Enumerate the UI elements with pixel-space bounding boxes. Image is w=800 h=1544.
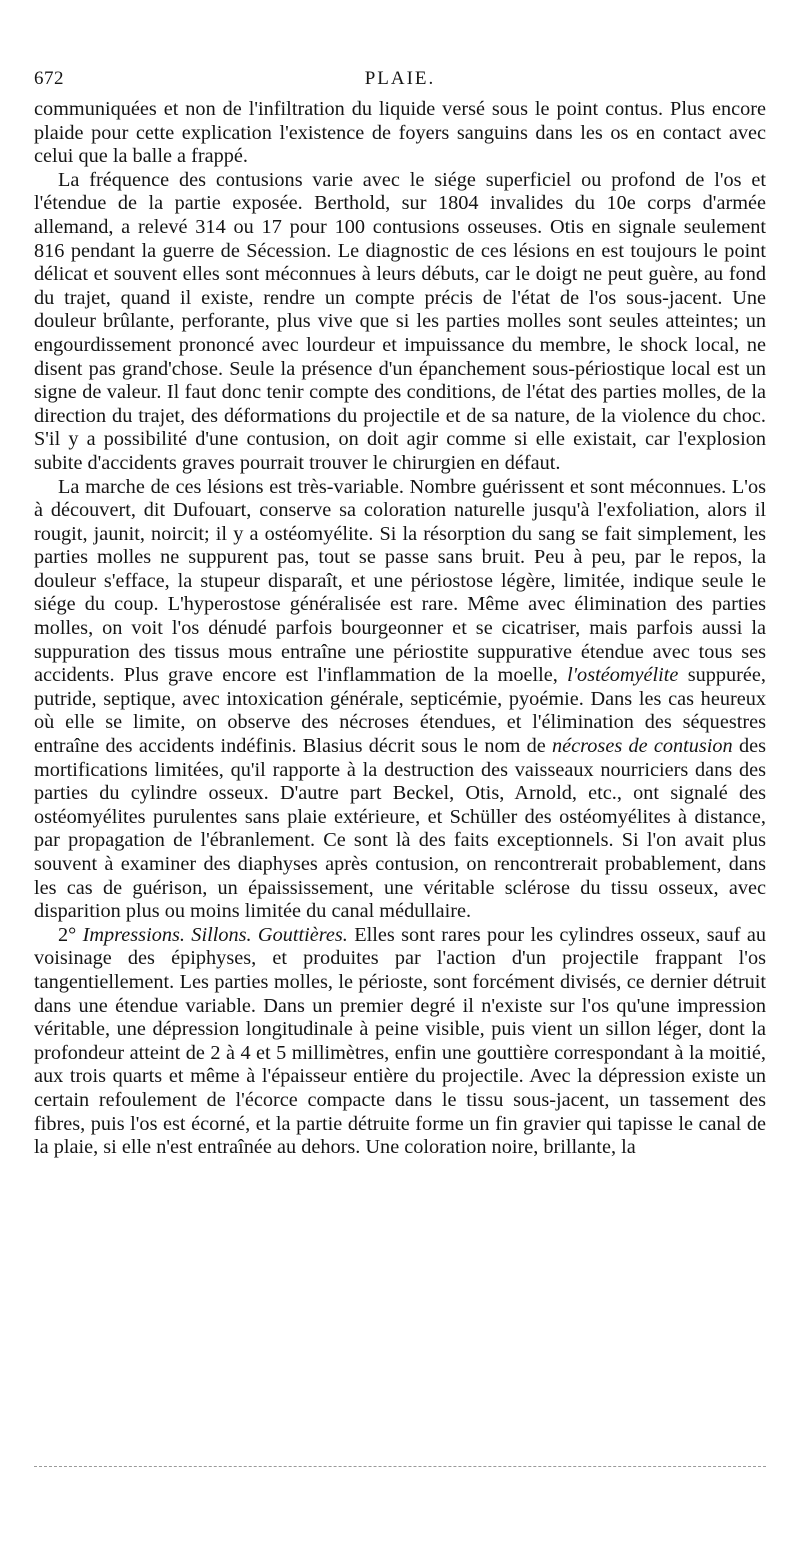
- page-number: 672: [34, 68, 64, 89]
- running-title: PLAIE.: [364, 68, 436, 89]
- paragraph-impressions-text: Elles sont rares pour les cylindres osseux, sauf au voisinage des épiphyses, et produites par l'action d'un projectile frappant l'os tangentiellement. Les parties molles, le périoste, sont forcément divisés, ce dernier détruit dans une étendue variable. Dans un premier degré il n'existe sur l'os qu'une impression véritable, une dépression longitudinale à peine visible, puis vient un sillon léger, dont la profondeur atteint de 2 à 4 et 5 millimètres, enfin une gouttière correspondant à la moitié, aux trois quarts et même à l'épaisseur entière du projectile. Avec la dépression existe un certain refoulement de l'écorce compacte dans le tissu sous-jacent, un tassement des fibres, puis l'os est écorné, et la partie détruite forme un fin gravier qui tapisse le canal de la plaie, si elle n'est entraînée au dehors. Une coloration noire, brillante, la: [34, 923, 766, 1159]
- paragraph-impressions: [34, 924, 766, 1160]
- page-header: [34, 64, 766, 94]
- section-heading: Impressions. Sillons. Gouttières.: [82, 923, 348, 946]
- body-text: [34, 98, 766, 1160]
- paragraph-continuation: communiquées et non de l'infiltration du liquide versé sous le point contus. Plus encore plaide pour cette explication l'existence de foyers sanguins dans les os en contact avec celui que la balle a frappé.: [34, 98, 766, 168]
- paragraph-marche-text-a: La marche de ces lésions est très-variable. Nombre guérissent et sont méconnues. L'os à découvert, dit Dufouart, conserve sa coloration naturelle jusqu'à l'exfoliation, alors il rougit, jaunit, noircit; il y a ostéomyélite. Si la résorption du sang se fait simplement, les parties molles ne suppurent pas, tout se passe sans bruit. Peu à peu, par le repos, la douleur s'efface, la stupeur disparaît, et une périostose légère, limitée, indique seule le siége du coup. L'hyperostose généralisée est rare. Même avec élimination des parties molles, on voit l'os dénudé parfois bourgeonner et se cicatriser, mais parfois aussi la suppuration des tissus mous entraîne une périostite suppurative étendue avec tous ses accidents. Plus grave encore est l'inflammation de la moelle,: [34, 475, 766, 687]
- italic-necroses: nécroses de contusion: [552, 735, 733, 758]
- paragraph-marche: [34, 476, 766, 924]
- section-number: 2°: [58, 923, 83, 946]
- paragraph-marche-text-c: des mortifications limitées, qu'il rapporte à la destruction des vaisseaux nourriciers dans des parties du cylindre osseux. D'autre part Beckel, Otis, Arnold, etc., ont signalé des ostéomyélites purulentes sans plaie extérieure, et Schüller des ostéomyélites à distance, par propagation de l'ébranlement. Ce sont là des faits exceptionnels. Si l'on avait plus souvent à examiner des diaphyses après contusion, on rencontrerait probablement, dans les cas de guérison, un épaississement, une véritable sclérose du tissu osseux, avec disparition plus ou moins limitée du canal médullaire.: [34, 735, 766, 923]
- italic-osteomyelite: l'ostéomyélite: [567, 664, 679, 687]
- paragraph-marche-text-b: suppurée, putride, septique, avec intoxication générale, septicémie, pyoémie. Dans les cas heureux où elle se limite, on observe des nécroses étendues, et l'élimination des séquestres entraîne des accidents indéfinis. Blasius décrit sous le nom de: [34, 664, 766, 758]
- paragraph-frequence: La fréquence des contusions varie avec le siége superficiel ou profond de l'os et l'étendue de la partie exposée. Berthold, sur 1804 invalides du 10e corps d'armée allemand, a relevé 314 ou 17 pour 100 contusions osseuses. Otis en signale seulement 816 pendant la guerre de Sécession. Le diagnostic de ces lésions en est toujours le point délicat et souvent elles sont méconnues à leurs débuts, car le doigt ne peut guère, au fond du trajet, quand il existe, rendre un compte précis de l'état de l'os sous-jacent. Une douleur brûlante, perforante, plus vive que si les parties molles sont seules atteintes; un engourdissement prononcé avec lourdeur et impuissance du membre, le shock local, ne disent pas grand'chose. Seule la présence d'un épanchement sous-périostique local est un signe de valeur. Il faut donc tenir compte des conditions, de l'état des parties molles, de la direction du trajet, des déformations du projectile et de sa nature, de la violence du choc. S'il y a possibilité d'une contusion, on doit agir comme si elle existait, car l'explosion subite d'accidents graves pourrait trouver le chirurgien en défaut.: [34, 168, 766, 474]
- footer-rule: [34, 1466, 766, 1467]
